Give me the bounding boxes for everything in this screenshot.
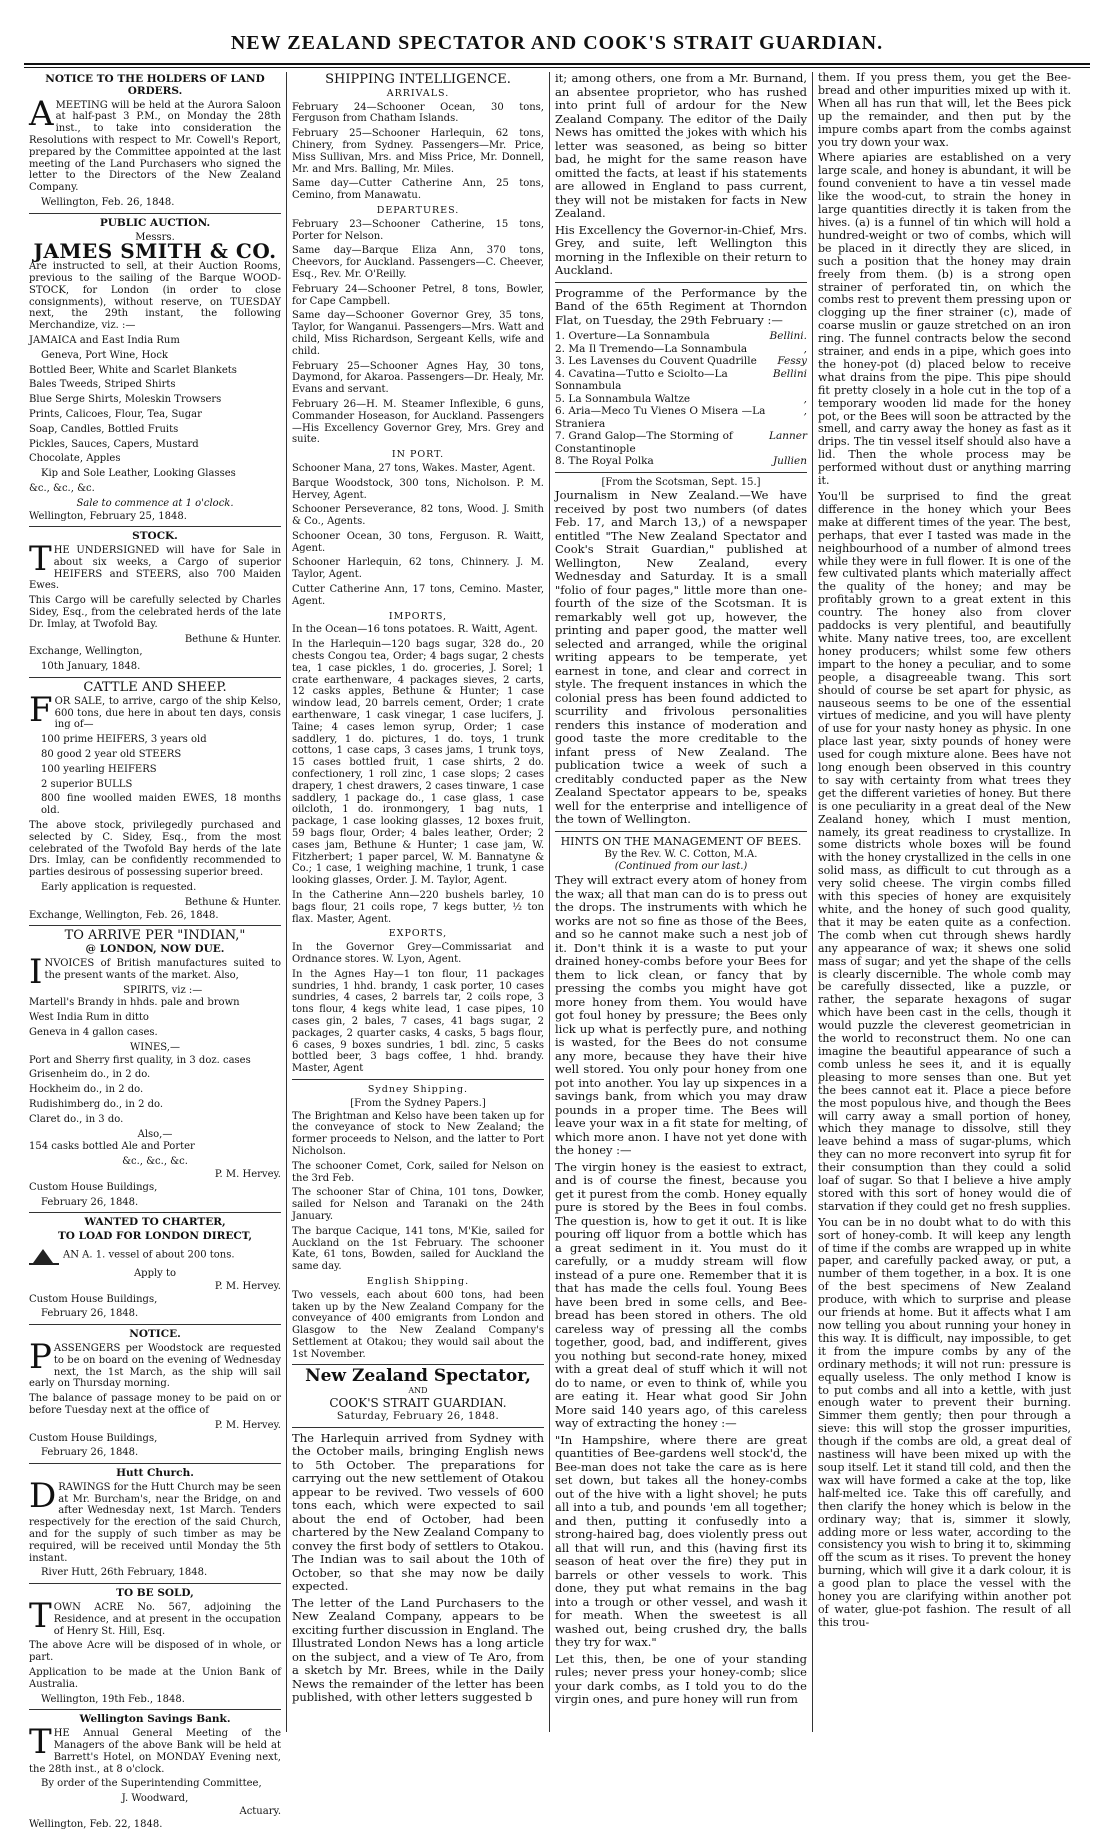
divider [29, 1463, 281, 1464]
inport-entry: Barque Woodstock, 300 tons, Nicholson. P. M. Hervey, Agent. [292, 477, 544, 501]
cattle-body: FOR SALE, to arrive, cargo of the ship Kelso, 600 tons, due here in about ten days, consis ing of— [29, 689, 281, 731]
paper-and: AND [408, 1386, 428, 1396]
notice-place: Custom House Buildings, [29, 1432, 158, 1444]
bees-paragraph: The virgin honey is the easiest to extract, and is of course the finest, because you get it purest from the comb. Honey equally pure is stored by the Bees in foul combs. The question is, how to get it out. It is like pouring off liquor from a bottle which has a great sediment in it. You must do it carefully, or a muddy stream will flow instead of a pure one. Remember that it is that has made the cells foul. Young Bees have been bred in some cells, and Bee-bread has been stored in others. The old careless way of pressing all the combs together, good, bad, and indifferent, gives you nothing but second-rate honey, mixed with a great deal of stuff which it will not do to name, or even to think of, while you are eating it. Hear what good Sir John More said 140 years ago, of this careless way of extracting the honey :— [555, 1159, 807, 1431]
bees-paragraph: They will extract every atom of honey from the wax; all that man can do is to press out the drops. The instruments with which he works are not so fine as those of the Bees, and so he cannot make such a nest job of it. Don't think it is a waste to put your drained honey-combs before your Bees for them to lick clean, or fancy that by pressing the combs you might have got more honey from them. You would have got foul honey by pressure; the Bees only lick up what is perfectly pure, and nothing is wasted, for the Bees do not consume any more, because they have their hive well stored. You only pour honey from one pot into another. You lay up sixpences in a savings bank, from which you may draw pounds in a proper time. The Bees will leave your wax in a fit state for melting, of which more anon. I have not yet done with the honey :— [555, 873, 807, 1158]
departure-entry: February 23—Schooner Catherine, 15 tons, Porter for Nelson. [292, 218, 544, 242]
cattle-item: 80 good 2 year old STEERS [41, 749, 182, 761]
indian-date: February 26, 1848. [41, 1196, 139, 1208]
cattle-body2: The above stock, privilegedly purchased and selected by C. Sidey, Esq., from the most celebrated of the Twofold Bay herds of the late Drs. Imlay, can be confidently recommended to parties desirous of possessing superior breed. [29, 820, 281, 879]
indian-wine: Grisenheim do., in 2 do. [29, 1069, 151, 1081]
programme-piece: 1. Overture—La Sonnambula [555, 330, 710, 342]
hutt-date: River Hutt, 26th February, 1848. [41, 1567, 208, 1579]
departure-entry: February 26—H. M. Steamer Inflexible, 6 guns, Commander Hoseason, for Auckland. Passengers—His Excellency Governor Grey, Mrs. Grey and suite. [292, 398, 544, 446]
paper-date: Saturday, February 26, 1848. [336, 1410, 500, 1422]
english-heading: English Shipping. [366, 1275, 470, 1287]
sydney-entry: The Brightman and Kelso have been taken up for the conveyance of stock to New Zealand; the former proceeds to Nelson, and the latter to Port Nicholson. [292, 1110, 544, 1157]
column-2 [287, 72, 550, 1732]
bees-paragraph: Where apiaries are established on a very large scale, and honey is abundant, it will be found convenient to have a tin vessel made like the wood-cut, to strain the honey in large quantities directly it is taken from the hives. (a) is a funnel of tin which will hold a hundred-weight or two of combs, which will be placed in it directly they are sliced, in such a position that the honey may drain freely from them. (b) is a strong open strainer of perforated tin, on which the combs rest to prevent them pressing upon or clogging up the finer strainer (c), made of coarse muslin or gauze stretched on an iron ring. The funnel contracts below the second strainer, and ends in a pipe, which goes into the honey-pot (d) placed below to receive what drains from the pipe. This pipe should fit pretty closely in a hole cut in the top of a temporary wooden lid made for the honey pot, or the Bees will soon be attracted by the smell, and carry away the honey as fast as it drips. The tin vessel itself should also have a lid. Then the whole process may be performed without dust or anything marring it. [818, 151, 1071, 488]
divider [29, 1709, 281, 1710]
stock-date: 10th January, 1848. [41, 661, 141, 673]
indian-heading: TO ARRIVE PER "INDIAN," [64, 928, 246, 944]
inport-entry: Schooner Mana, 27 tons, Wakes. Master, Agent. [292, 462, 536, 474]
auction-item: Bottled Beer, White and Scarlet Blankets [29, 364, 237, 376]
programme-piece: 7. Grand Galop—The Storming of Constantinople [555, 430, 733, 455]
indian-place: Custom House Buildings, [29, 1181, 158, 1193]
auction-firm: JAMES SMITH & CO. [33, 239, 277, 264]
charter-heading: WANTED TO CHARTER, [84, 1216, 226, 1229]
leader-paragraph: The Harlequin arrived from Sydney with the October mails, bringing English news to 5th October. The preparations for carrying out the new settlement of Otakou appear to be revived. Two vessels of 600 tons each, which were expected to sail about the end of October, had been chartered by the New Zealand Company to convey the first body of settlers to Otakou. The Indian was to sail about the 10th of October, so that she may now be daily expected. [292, 1430, 544, 1594]
stock-body: THE UNDERSIGNED will have for Sale in about six weeks, a Cargo of superior HEIFERS and STEERS, also 700 Maiden Ewes. [29, 539, 281, 592]
notice-date: February 26, 1848. [41, 1447, 139, 1459]
stock-place: Exchange, Wellington, [29, 646, 143, 658]
divider [29, 925, 281, 926]
bees-paragraph: You can be in no doubt what to do with this sort of honey-comb. It will keep any length of time if the combs are wrapped up in white paper, and carefully packed away, or put, a number of them together, in a box. It is one of the best specimens of New Zealand produce, with which to surprise and please our friends at home. But it affects what I am now telling you about running your honey in this way. It is difficult, nay impossible, to get it from the impure combs by any of the ordinary methods; it will not run: pressure is equally useless. The only method I know is to put combs and all into a kettle, with just enough water to prevent their burning. Simmer them gently; then pour through a sieve: this will stop the grosser impurities, though if the combs are old, a great deal of nastiness will have been mixed up with the soup itself. Let it stand till cold, and then the wax will have formed a cake at the top, like half-melted ice. Take this off carefully, and then clarify the honey which is below in the ordinary way; that is, simmer it slowly, adding more or less water, according to the consistency you wish to bring it to, skimming off the scum as it rises. To prevent the honey burning, which will give it a dark colour, it is a good plan to place the vessel with the honey you are clarifying within another pot of water, glue-pot fashion. The result of all this trou- [818, 1215, 1071, 1629]
indian-wine: Hockheim do., in 2 do. [29, 1084, 144, 1096]
savings-date: Wellington, Feb. 22, 1848. [29, 1818, 163, 1830]
programme-composer: Jullien [772, 455, 807, 467]
scotsman-source: [From the Scotsman, Sept. 15.] [601, 476, 761, 488]
auction-item: Chocolate, Apples [29, 453, 121, 465]
divider [29, 1212, 281, 1213]
savings-signed: J. Woodward, [121, 1793, 189, 1805]
ship-icon [29, 1245, 59, 1265]
indian-wines: WINES,— [130, 1041, 180, 1053]
programme-composer: , [803, 405, 807, 417]
indian-also: Also,— [137, 1128, 173, 1140]
notice-land-heading: NOTICE TO THE HOLDERS OF LAND ORDERS. [45, 73, 265, 97]
savings-body: THE Annual General Meeting of the Managers of the above Bank will be held at Barrett's Hotel, on MONDAY Evening next, the 28th inst., at 8 o'clock. [29, 1722, 281, 1775]
sydney-source: [From the Sydney Papers.] [350, 1097, 486, 1109]
indian-wine: Claret do., in 3 do. [29, 1113, 124, 1125]
inport-entry: Cutter Catherine Ann, 17 tons, Cemino. Master, Agent. [292, 584, 544, 607]
auction-item: Pickles, Sauces, Capers, Mustard [29, 438, 199, 450]
auction-intro: Are instructed to sell, at their Auction Rooms, previous to the sailing of the Barque WOOD-STOCK, for London (in order to close consignments), without reserve, on TUESDAY next, the 29th instant, the following Merchandize, viz. :— [29, 261, 281, 332]
shipping-heading: SHIPPING INTELLIGENCE. [325, 72, 511, 87]
import-entry: In the Catherine Ann—220 bushels barley, 10 bags flour, 21 coils rope, 7 kegs butter, ½ ton flax. Master, Agent. [292, 890, 544, 925]
bees-paragraph: them. If you press them, you get the Bee-bread and other impurities mixed up with it. When all has run that will, let the Bees pick up the remainder, and then put by the impure combs apart from the combs against you try down your wax. [818, 71, 1071, 149]
auction-item: Bales Tweeds, Striped Shirts [29, 379, 176, 391]
programme-item [555, 330, 807, 343]
indian-wine: Port and Sherry first quality, in 3 doz. cases [29, 1054, 251, 1066]
auction-item: Geneva, Port Wine, Hock [41, 349, 168, 361]
notice-heading: NOTICE. [129, 1328, 181, 1341]
programme-item [555, 393, 807, 406]
indian-spirits: SPIRITS, viz :— [123, 984, 203, 996]
inport-entry: Schooner Harlequin, 62 tons, Chinnery. J. M. Taylor, Agent. [292, 557, 544, 581]
sold-heading: TO BE SOLD, [116, 1587, 194, 1600]
article-paragraph: His Excellency the Governor-in-Chief, Mrs. Grey, and suite, left Wellington this morning in the Inflexible on their return to Auckland. [555, 222, 807, 277]
divider [292, 1427, 544, 1428]
notice-body2: The balance of passage money to be paid on or before Tuesday next at the office of [29, 1393, 281, 1416]
programme-piece: 5. La Sonnambula Waltze [555, 392, 691, 405]
sydney-entry: The schooner Comet, Cork, sailed for Nelson on the 3rd Feb. [292, 1160, 544, 1184]
auction-item: Prints, Calicoes, Flour, Tea, Sugar [29, 408, 202, 420]
stock-signed: Bethune & Hunter. [184, 633, 281, 645]
cattle-item: 2 superior BULLS [41, 778, 133, 790]
auction-item: Soap, Candles, Bottled Fruits [29, 423, 179, 435]
cattle-signed: Bethune & Hunter. [184, 896, 281, 908]
stock-heading: STOCK. [132, 530, 178, 543]
paper-subtitle: COOK'S STRAIT GUARDIAN. [329, 1396, 507, 1411]
columns [24, 71, 1094, 1830]
indian-etc: &c., &c., &c. [122, 1156, 188, 1168]
bees-heading: HINTS ON THE MANAGEMENT OF BEES. [560, 834, 802, 848]
inport-entry: Schooner Perseverance, 82 tons, Wood. J. Smith & Co., Agents. [292, 504, 544, 528]
indian-signed: P. M. Hervey. [214, 1168, 281, 1180]
sydney-heading: Sydney Shipping. [367, 1083, 469, 1095]
auction-heading: PUBLIC AUCTION. [99, 216, 211, 229]
arrival-entry: Same day—Cutter Catherine Ann, 25 tons, Cemino, from Manawatu. [292, 178, 544, 202]
cattle-item: 100 prime HEIFERS, 3 years old [41, 734, 207, 746]
scotsman-paragraph: Journalism in New Zealand.—We have received by post two numbers (of dates Feb. 17, and March 13,) of a newspaper entitled "The New Zealand Spectator and Cook's Strait Guardian," published at Wellington, New Zealand, every Wednesday and Saturday. It is a small "folio of four pages," little more than one-fourth of the size of the Scotsman. It is remarkably well got up, however, the printing and paper good, the matter well selected and arranged, while the original writing appears to be temperate, yet earnest in tone, and clear and correct in style. The frequent instances in which the colonial press has been found addicted to scurrility and frivolous personalities renders this instance of moderation and good taste the more creditable to the infant press of New Zealand. The publication twice a week of such a creditably conducted paper as the New Zealand Spectator appears to be, speaks well for the enterprise and intelligence of the town of Wellington. [555, 488, 807, 827]
programme-item [555, 368, 807, 393]
english-entry: Two vessels, each about 600 tons, had been taken up by the New Zealand Company for the conveyance of 400 emigrants from London and Glasgow to the New Zealand Company's Settlement at Otakou; they would sail about the 1st November. [292, 1289, 544, 1360]
indian-body: INVOICES of British manufactures suited to the present wants of the market. Also, [29, 952, 281, 992]
charter-apply: Apply to [133, 1267, 177, 1279]
programme-intro: Programme of the Performance by the Band of the 65th Regiment at Thorndon Flat, on Tuesday, the 29th February :— [555, 285, 807, 327]
bees-continued: (Continued from our last.) [614, 861, 748, 873]
sydney-entry: The barque Cacique, 141 tons, M'Kie, sailed for Auckland on the 1st February. The schooner Kate, 61 tons, Bowden, sailed for Auckland the same day. [292, 1225, 544, 1273]
sold-date: Wellington, 19th Feb., 1848. [41, 1693, 185, 1705]
programme-piece: 4. Cavatina—Tutto e Sciolto—La Sonnambula [555, 367, 728, 392]
exports-heading: EXPORTS, [388, 928, 448, 940]
export-entry: In the Governor Grey—Commissariat and Ordnance stores. W. Lyon, Agent. [292, 942, 544, 965]
arrival-entry: February 24—Schooner Ocean, 30 tons, Ferguson from Chatham Islands. [292, 101, 544, 125]
masthead-title: NEW ZEALAND SPECTATOR AND COOK'S STRAIT GUARDIAN. [230, 32, 884, 54]
stock-body2: This Cargo will be carefully selected by Charles Sidey, Esq., from the celebrated herds of the late Dr. Imlay, at Twofold Bay. [29, 595, 281, 630]
notice-land-body: AMEETING will be held at the Aurora Saloon at half-past 3 P.M., on Monday the 28th inst., to take into consideration the Resolutions with respect to Mr. Cowell's Report, prepared by the Committee appointed at the last meeting of the Land Purchasers who signed the letter to the Directors of the New Zealand Company. [29, 93, 281, 194]
column-4 [813, 72, 1076, 1732]
sydney-entry: The schooner Star of China, 101 tons, Dowker, sailed for Nelson and Taranaki on the 24th January. [292, 1187, 544, 1222]
cattle-date: Exchange, Wellington, Feb. 26, 1848. [29, 909, 219, 921]
divider [29, 526, 281, 527]
auction-commence: Sale to commence at 1 o'clock. [76, 497, 234, 509]
imports-heading: IMPORTS, [388, 610, 448, 622]
export-entry: In the Agnes Hay—1 ton flour, 11 packages sundries, 1 hhd. brandy, 1 cask porter, 10 cases sundries, 4 cases, 2 barrels tar, 2 coils rope, 3 tons flour, 4 kegs white lead, 1 case pipes, 10 cases gin, 2 bales, 7 cases, 41 bags sugar, 2 packages, 2 quarter casks, 4 casks, 5 bags flour, 6 cases, 9 boxes sundries, 1 bdl. zinc, 5 casks bottled beer, 3 bags coffee, 1 hhd. brandy. Master, Agent [292, 968, 544, 1075]
notice-land-date: Wellington, Feb. 26, 1848. [41, 196, 175, 208]
programme-list [555, 330, 807, 468]
divider [555, 831, 807, 832]
auction-item: Blue Serge Shirts, Moleskin Trowsers [29, 394, 222, 406]
departure-entry: Same day—Barque Eliza Ann, 370 tons, Cheevors, for Auckland. Passengers—C. Cheever, Esq., Rev. Mr. O'Reilly. [292, 245, 544, 280]
charter-sub: TO LOAD FOR LONDON DIRECT, [57, 1230, 253, 1243]
hutt-body: DRAWINGS for the Hutt Church may be seen at Mr. Burcham's, near the Bridge, on and after Wednesday next, 1st March. Tenders respectively for the erection of the said Church, and for the supply of such timber as may be required, will be received until Monday the 5th instant. [29, 1475, 281, 1564]
indian-item: West India Rum in ditto [29, 1012, 149, 1024]
cattle-item: 800 fine woolled maiden EWES, 18 months old. [41, 793, 281, 817]
masthead-rule-thin [24, 67, 1090, 68]
sold-body: TOWN ACRE No. 567, adjoining the Residence, and at present in the occupation of Henry St. Hill, Esq. [29, 1596, 281, 1637]
auction-messrs: Messrs. [135, 231, 175, 243]
divider [292, 1079, 544, 1080]
indian-item: Geneva in 4 gallon cases. [29, 1026, 158, 1038]
auction-items [29, 335, 281, 495]
departure-entry: February 25—Schooner Agnes Hay, 30 tons, Daymond, for Akaroa. Passengers—Dr. Healy, Mr. Evans and servant. [292, 360, 544, 396]
programme-composer: Lanner [769, 430, 807, 442]
programme-item [555, 430, 807, 455]
departure-entry: February 24—Schooner Petrel, 8 tons, Bowler, for Cape Campbell. [292, 283, 544, 307]
programme-item [555, 343, 807, 356]
auction-item: &c., &c., &c. [29, 482, 95, 494]
programme-item [555, 355, 807, 368]
indian-wine: Rudishimberg do., in 2 do. [29, 1098, 164, 1110]
sold-body2: The above Acre will be disposed of in whole, or part. [29, 1640, 281, 1664]
auction-date: Wellington, February 25, 1848. [29, 510, 187, 522]
cattle-item: 100 yearling HEIFERS [41, 763, 157, 775]
auction-item: Kip and Sole Leather, Looking Glasses [41, 468, 236, 480]
charter-body: AN A. 1. vessel of about 200 tons. [63, 1249, 235, 1261]
column-1 [24, 72, 287, 1830]
divider [29, 677, 281, 678]
divider [292, 1364, 544, 1365]
bees-paragraph: You'll be surprised to find the great difference in the honey which your Bees make at different times of the year. The best, perhaps, that ever I tasted was made in the neighbourhood of a number of almond trees while they were in full flower. It is one of the few cultivated plants which materially affect the quality of the honey; and may be profitably grown to a great extent in this country. The honey also from clover paddocks is very plentiful, and beautifully white. Many native trees, too, are excellent honey producers; whilst some few others impart to the honey a peculiar, and to some people, a disagreeable twang. This sort should of course be set apart for physic, as nauseous seems to be one of the essential virtues of medicine, and you will have plenty of use for your nasty honey as physic. In one place last year, sixty pounds of honey were used for cough mixture alone. Bees have not long enough been observed in this country to say with certainty from what trees they get the different varieties of honey. But there is one peculiarity in a great deal of the New Zealand honey, which I must mention, namely, its great readiness to crystallize. In some districts whole boxes will be found with the honey crystallized in the cells in one solid mass, as difficult to cut through as a very solid cheese. The virgin combs filled with this species of honey are exquisitely white, and the honey of such good quality, that it may be eaten quite as a confection. The comb when cut through shews hardly any appearance of wax; it shews one solid mass of sugar; and yet the shape of the cells is clearly discernible. The whole comb may be carefully dissected, like a puzzle, or rather, the separate hexagons of sugar which have been cast in the cells, though it would puzzle the cleverest geometrician in the world to reconstruct them. No one can imagine the beautiful appearance of such a comb unless he sees it, and it is equally pleasing to more senses than one. But yet the bees cannot eat it. Place a piece before the most populous hive, and though the Bees will carry away a small portion of honey, which they manage to dissolve, still they leave behind a mass of sugar-plums, which they can no more reconvert into syrup fit for their consumption than they could a solid loaf of sugar. So that I believe a hive amply stored with this sort of honey would die of starvation if they could get no fresh supplies. [818, 490, 1071, 1213]
masthead [0, 0, 1114, 60]
cattle-early: Early application is requested. [41, 882, 197, 894]
divider [555, 472, 807, 473]
indian-sub: @ LONDON, NOW DUE. [85, 943, 225, 956]
article-paragraph: it; among others, one from a Mr. Burnand, an absentee proprietor, who has rushed into print full of ardour for the New Zealand Company. The editor of the Daily News has omitted the jokes with which his letter was seasoned, as being so bitter bad, he might for the same reason have omitted the facts, at least if his statements are allowed in England to pass current, they will not be mistaken for facts in New Zealand. [555, 71, 807, 220]
programme-item [555, 405, 807, 430]
cattle-heading: CATTLE AND SHEEP. [83, 680, 227, 696]
paper-title: New Zealand Spectator, [305, 1366, 531, 1387]
bees-paragraph: "In Hampshire, where there are great quantities of Bee-gardens well stock'd, the Bee-man does not take the care as is here set down, but takes all the honey-combs out of the hive with a light shovel; he puts all into a tub, and pounds 'em all together; and then, putting it confusedly into a strong-haired bag, does violently press out all that will run, and this (having first its season of heat over the fire) they put in barrels or other vessels to work. This done, they put what remains in the bag into a trough or other vessel, and wash it for meath. When the sweetest is all washed out, being crushed dry, the balls they try for wax." [555, 1432, 807, 1650]
divider [29, 1324, 281, 1325]
charter-place: Custom House Buildings, [29, 1293, 158, 1305]
divider [555, 282, 807, 283]
import-entry: In the Harlequin—120 bags sugar, 328 do., 20 chests Congou tea, Order; 4 bags sugar, 2 chests tea, 1 case pickles, 1 do. groceries, J. Sorel; 1 crate earthenware, 4 packages sieves, 2 carts, 12 casks apples, Bethune & Hunter; 1 case window lead, 20 barrels cement, Order; 1 crate earthenware, 1 cask vinegar, 1 case lucifers, J. Taine; 4 cases lemon syrup, Order; 1 case saddlery, 1 do. pictures, 1 do. toys, 1 trunk cottons, 1 case caps, 3 cases jams, 1 trunk toys, 15 cases bottled fruit, 1 case shirts, 2 do. confectionery, 1 roll zinc, 1 case slops; 2 cases drapery, 1 chest drawers, 2 cases tinware, 1 case saddlery, 1 package do., 1 case glass, 1 case oilcloth, 1 do. ironmongery, 1 bag nuts, 1 package, 1 case looking glasses, 12 boxes fruit, 59 bags flour, Order; 4 bales leather, Order; 2 cases jam, Bethune & Hunter; 1 case jam, W. Fitzherbert; 1 paper parcel, W. M. Bannatyne & Co.; 1 case, 1 weighing machine, 1 trunk, 1 case looking glasses, Order. J. M. Taylor, Agent. [292, 639, 544, 887]
auction-item: JAMAICA and East India Rum [29, 334, 180, 346]
indian-ale: 154 casks bottled Ale and Porter [29, 1141, 195, 1153]
sold-body3: Application to be made at the Union Bank of Australia. [29, 1667, 281, 1690]
inport-entry: Schooner Ocean, 30 tons, Ferguson. R. Waitt, Agent. [292, 530, 544, 554]
programme-piece: 8. The Royal Polka [555, 455, 654, 467]
charter-signed: P. M. Hervey. [214, 1280, 281, 1292]
arrivals-heading: ARRIVALS. [386, 87, 450, 99]
savings-heading: Wellington Savings Bank. [79, 1713, 231, 1726]
programme-composer: Bellini. [769, 330, 807, 342]
departure-entry: Same day—Schooner Governor Grey, 35 tons, Taylor, for Wanganui. Passengers—Mrs. Watt and child, Miss Richardson, Sergeant Kells, wife and child. [292, 310, 544, 357]
programme-item [555, 455, 807, 468]
departures-heading: DEPARTURES. [376, 204, 460, 216]
inport-heading: IN PORT. [391, 449, 445, 461]
programme-composer: , [803, 342, 807, 355]
leader-paragraph: The letter of the Land Purchasers to the New Zealand Company, appears to be exciting further discussion in England. The Illustrated London News has a long article on the subject, and a view of Te Aro, from a sketch by Mr. Brees, while in the Daily News the remainder of the letter has been published, with other letters suggested b [292, 1595, 544, 1705]
programme-composer: , [803, 392, 807, 405]
savings-body2: By order of the Superintending Committee, [41, 1778, 262, 1790]
programme-composer: Bellini [772, 367, 807, 380]
bees-paragraph: Let this, then, be one of your standing rules; never press your honey-comb; slice your dark combs, as I told you to do the virgin ones, and pure honey will run from [555, 1651, 807, 1707]
charter-date: February 26, 1848. [41, 1308, 139, 1320]
indian-item: Martell's Brandy in hhds. pale and brown [29, 997, 240, 1009]
programme-piece: 3. Les Lavenses du Couvent Quadrille [555, 355, 757, 367]
programme-piece: 2. Ma Il Tremendo—La Sonnambula [555, 342, 748, 355]
divider [29, 1583, 281, 1584]
hutt-heading: Hutt Church. [116, 1467, 194, 1480]
bees-byline: By the Rev. W. C. Cotton, M.A. [604, 848, 758, 860]
divider [29, 213, 281, 214]
masthead-rule [24, 63, 1090, 65]
notice-body: PASSENGERS per Woodstock are requested to be on board on the evening of Wednesday next, the 1st March, as the ship will sail early on Thursday morning. [29, 1336, 281, 1390]
import-entry: In the Ocean—16 tons potatoes. R. Waitt, Agent. [292, 624, 538, 636]
column-3 [550, 72, 813, 1732]
notice-signed: P. M. Hervey. [214, 1419, 281, 1431]
programme-composer: Fessy [777, 355, 807, 367]
savings-role: Actuary. [239, 1806, 281, 1818]
arrival-entry: February 25—Schooner Harlequin, 62 tons, Chinery, from Sydney. Passengers—Mr. Price, Miss Sullivan, Mrs. and Miss Price, Mr. Donnell, Mr. and Mrs. Balling, Mr. Miles. [292, 128, 544, 175]
programme-piece: 6. Aria—Meco Tu Vienes O Misera —La Straniera [555, 405, 766, 430]
